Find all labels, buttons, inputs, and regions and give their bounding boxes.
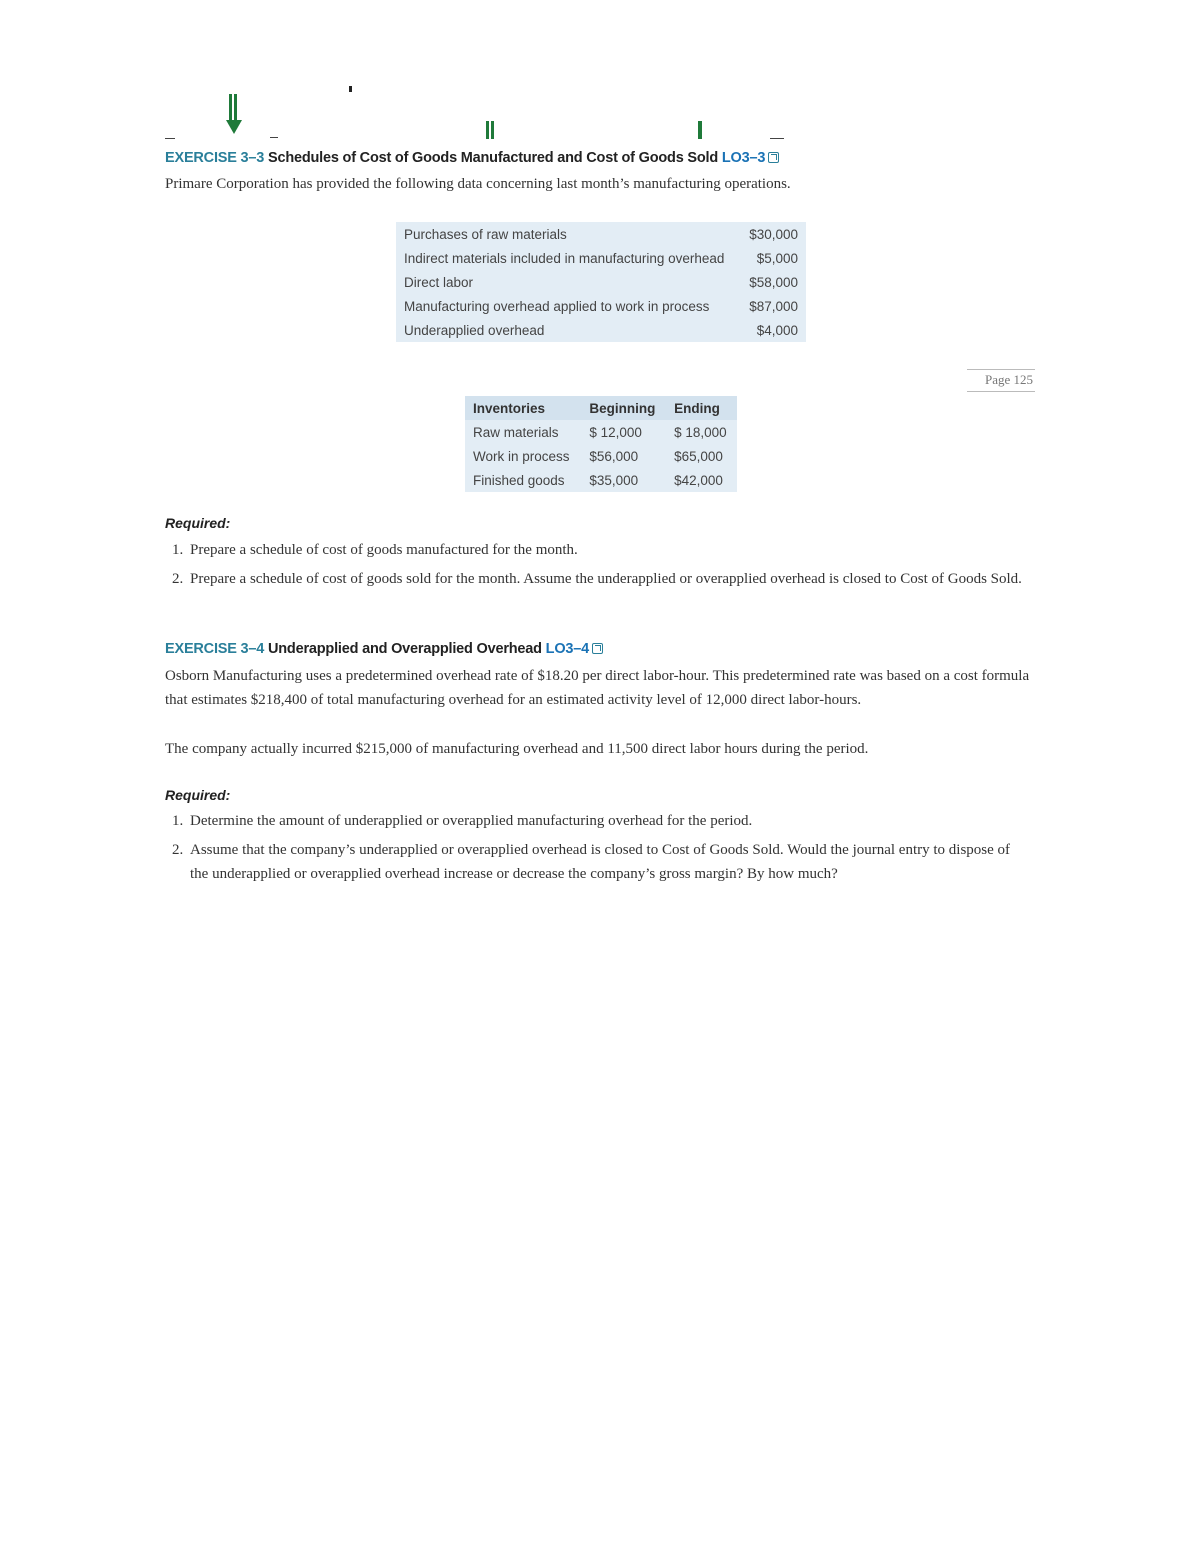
inventory-table (465, 396, 737, 492)
row-label: Work in process (473, 448, 570, 464)
down-arrow-icon (226, 94, 242, 134)
item-number: 1. (172, 542, 184, 558)
table-header-row (465, 396, 737, 420)
row-amount: $87,000 (749, 298, 798, 314)
ending-value: $42,000 (674, 472, 723, 488)
row-label: Finished goods (473, 472, 565, 488)
table-row (396, 222, 806, 246)
learning-objective-link[interactable]: LO3–3 (721, 150, 766, 166)
exercise-name: Schedules of Cost of Goods Manufactured and Cost of Goods Sold (268, 150, 719, 166)
item-number: 2. (172, 571, 184, 587)
scan-mark (698, 121, 702, 139)
exercise-3-3-intro: Primare Corporation has provided the following data concerning last month’s manufacturing operations. (165, 176, 791, 192)
list-item (172, 809, 1032, 833)
scan-mark (270, 137, 278, 138)
row-amount: $5,000 (756, 250, 798, 266)
scan-mark (491, 121, 494, 139)
beginning-value: $ 12,000 (589, 424, 642, 440)
external-link-icon[interactable] (768, 152, 779, 163)
exercise-3-4-paragraph: The company actually incurred $215,000 of manufacturing overhead and 11,500 direct labor hours during the period. (165, 741, 869, 757)
scan-mark (770, 138, 784, 139)
row-label: Indirect materials included in manufacturing overhead (404, 250, 725, 266)
required-heading: Required: (165, 787, 231, 803)
beginning-value: $56,000 (589, 448, 639, 464)
list-item (172, 538, 1032, 562)
page-number-label: Page 125 (967, 369, 1035, 392)
row-label: Direct labor (404, 274, 474, 290)
item-text: Prepare a schedule of cost of goods sold for the month. Assume the underapplied or overapplied overhead is closed to Cost of Goods Sold. (190, 571, 1022, 587)
row-label: Raw materials (473, 424, 559, 440)
row-amount: $4,000 (756, 322, 798, 338)
required-list (172, 538, 1032, 596)
row-label: Manufacturing overhead applied to work in process (404, 298, 710, 314)
item-number: 1. (172, 813, 184, 829)
row-amount: $58,000 (749, 274, 798, 290)
scan-mark (486, 121, 489, 139)
column-header: Ending (666, 396, 737, 420)
exercise-number: EXERCISE 3–3 (165, 150, 265, 166)
item-text: Determine the amount of underapplied or overapplied manufacturing overhead for the period. (190, 813, 753, 829)
item-text: Prepare a schedule of cost of goods manufactured for the month. (190, 542, 578, 558)
cost-data-table (396, 222, 806, 342)
table-row (465, 444, 737, 468)
item-number: 2. (172, 842, 184, 858)
required-list (172, 809, 1032, 891)
item-text: Assume that the company’s underapplied or overapplied overhead is closed to Cost of Goods Sold. Would the journal entry to dispose of the underapplied or overapplied overhead increase or decrease the company’s gross margin? By how much? (190, 842, 1011, 882)
external-link-icon[interactable] (592, 643, 603, 654)
table-row (396, 294, 806, 318)
exercise-3-3-title (165, 150, 779, 166)
exercise-name: Underapplied and Overapplied Overhead (268, 641, 542, 657)
list-item (172, 567, 1032, 591)
exercise-number: EXERCISE 3–4 (165, 641, 265, 657)
row-label: Underapplied overhead (404, 322, 545, 338)
list-item (172, 838, 1032, 886)
exercise-3-4-paragraph: Osborn Manufacturing uses a predetermined overhead rate of $18.20 per direct labor-hour. This predetermined rate was based on a cost formula that estimates $218,400 of total manufacturing overhead for an estimated activity level of 12,000 direct labor-hours. (165, 668, 1030, 708)
table-row (465, 468, 737, 492)
ending-value: $65,000 (674, 448, 723, 464)
table-row (396, 246, 806, 270)
exercise-3-4-title (165, 641, 603, 657)
row-label: Purchases of raw materials (404, 226, 567, 242)
column-header: Inventories (465, 396, 581, 420)
scan-mark (349, 86, 352, 92)
scan-mark (165, 138, 175, 139)
ending-value: $ 18,000 (674, 424, 727, 440)
table-row (396, 270, 806, 294)
row-amount: $30,000 (749, 226, 798, 242)
table-row (465, 420, 737, 444)
required-heading: Required: (165, 515, 231, 531)
beginning-value: $35,000 (589, 472, 639, 488)
table-row (396, 318, 806, 342)
learning-objective-link[interactable]: LO3–4 (545, 641, 590, 657)
column-header: Beginning (581, 396, 666, 420)
